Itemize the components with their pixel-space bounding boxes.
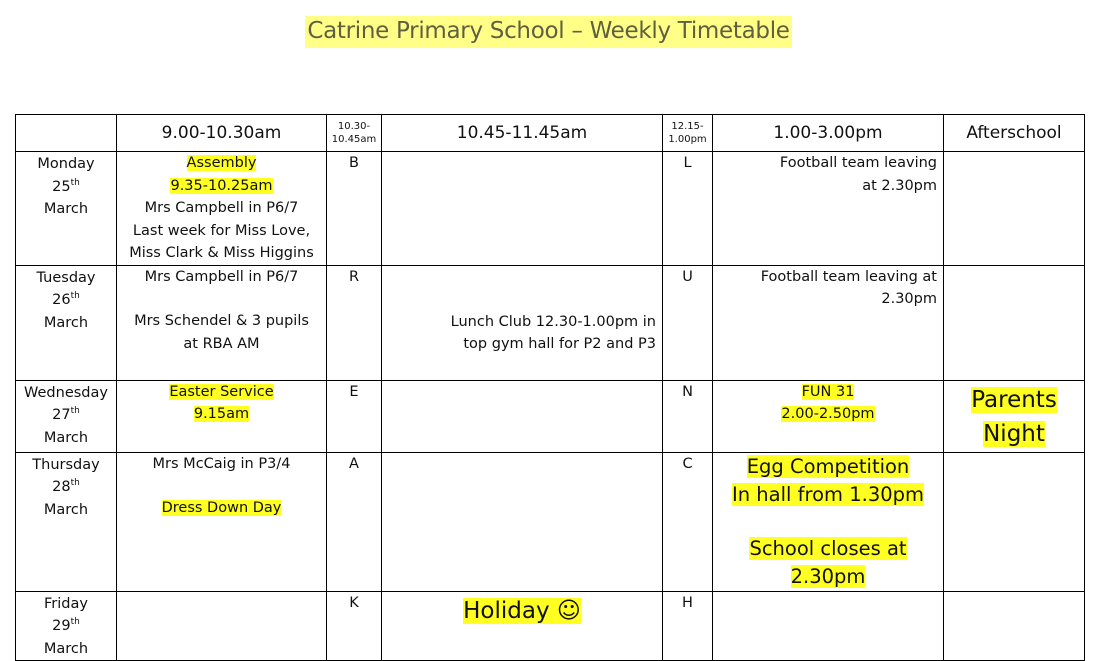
slot1-cell: Assembly 9.35-10.25am Mrs Campbell in P6/7 Last week for Miss Love, Miss Clark & Miss Higgins: [117, 152, 327, 266]
header-slot3: 1.00-3.00pm: [713, 115, 944, 152]
row-wednesday: [16, 380, 1085, 452]
afterschool-cell: Parents Night: [944, 380, 1085, 452]
header-slot2: 10.45-11.45am: [382, 115, 663, 152]
break1-letter: K: [327, 591, 382, 661]
slot3-cell: Egg Competition In hall from 1.30pm School closes at 2.30pm: [713, 452, 944, 591]
break1-letter: R: [327, 265, 382, 380]
header-row: [16, 115, 1085, 152]
slot3-cell: Football team leaving at 2.30pm: [713, 265, 944, 380]
break2-letter: L: [663, 152, 713, 266]
slot3-cell: FUN 31 2.00-2.50pm: [713, 380, 944, 452]
slot1-cell: [117, 591, 327, 661]
header-afterschool: Afterschool: [944, 115, 1085, 152]
slot2-cell: [382, 591, 663, 661]
header-slot1: 9.00-10.30am: [117, 115, 327, 152]
header-day: [16, 115, 117, 152]
break1-letter: A: [327, 452, 382, 591]
break2-letter: C: [663, 452, 713, 591]
break2-letter: U: [663, 265, 713, 380]
afterschool-cell: [944, 152, 1085, 266]
day-cell: Friday 29th March: [16, 591, 117, 661]
day-cell: Wednesday 27th March: [16, 380, 117, 452]
afterschool-cell: [944, 265, 1085, 380]
slot2-cell: Lunch Club 12.30-1.00pm in top gym hall for P2 and P3: [382, 265, 663, 380]
afterschool-cell: [944, 452, 1085, 591]
slot1-cell: Mrs McCaig in P3/4 Dress Down Day: [117, 452, 327, 591]
page-title: Catrine Primary School – Weekly Timetable: [305, 16, 791, 48]
row-thursday: [16, 452, 1085, 591]
timetable: [15, 114, 1085, 661]
slot2-cell: [382, 380, 663, 452]
break2-letter: H: [663, 591, 713, 661]
day-cell: Tuesday 26th March: [16, 265, 117, 380]
row-monday: [16, 152, 1085, 266]
slot3-cell: [713, 591, 944, 661]
break1-letter: E: [327, 380, 382, 452]
holiday-label: Holiday ☺: [463, 597, 581, 624]
row-friday: [16, 591, 1085, 661]
break2-letter: N: [663, 380, 713, 452]
row-tuesday: [16, 265, 1085, 380]
slot2-cell: [382, 452, 663, 591]
slot1-cell: Mrs Campbell in P6/7 Mrs Schendel & 3 pupils at RBA AM: [117, 265, 327, 380]
afterschool-cell: [944, 591, 1085, 661]
title-wrap: [0, 18, 1097, 44]
slot3-cell: Football team leaving at 2.30pm: [713, 152, 944, 266]
day-cell: Monday 25th March: [16, 152, 117, 266]
slot2-cell: [382, 152, 663, 266]
header-break2: 12.15- 1.00pm: [663, 115, 713, 152]
break1-letter: B: [327, 152, 382, 266]
day-cell: Thursday 28th March: [16, 452, 117, 591]
header-break1: 10.30- 10.45am: [327, 115, 382, 152]
slot1-cell: Easter Service 9.15am: [117, 380, 327, 452]
